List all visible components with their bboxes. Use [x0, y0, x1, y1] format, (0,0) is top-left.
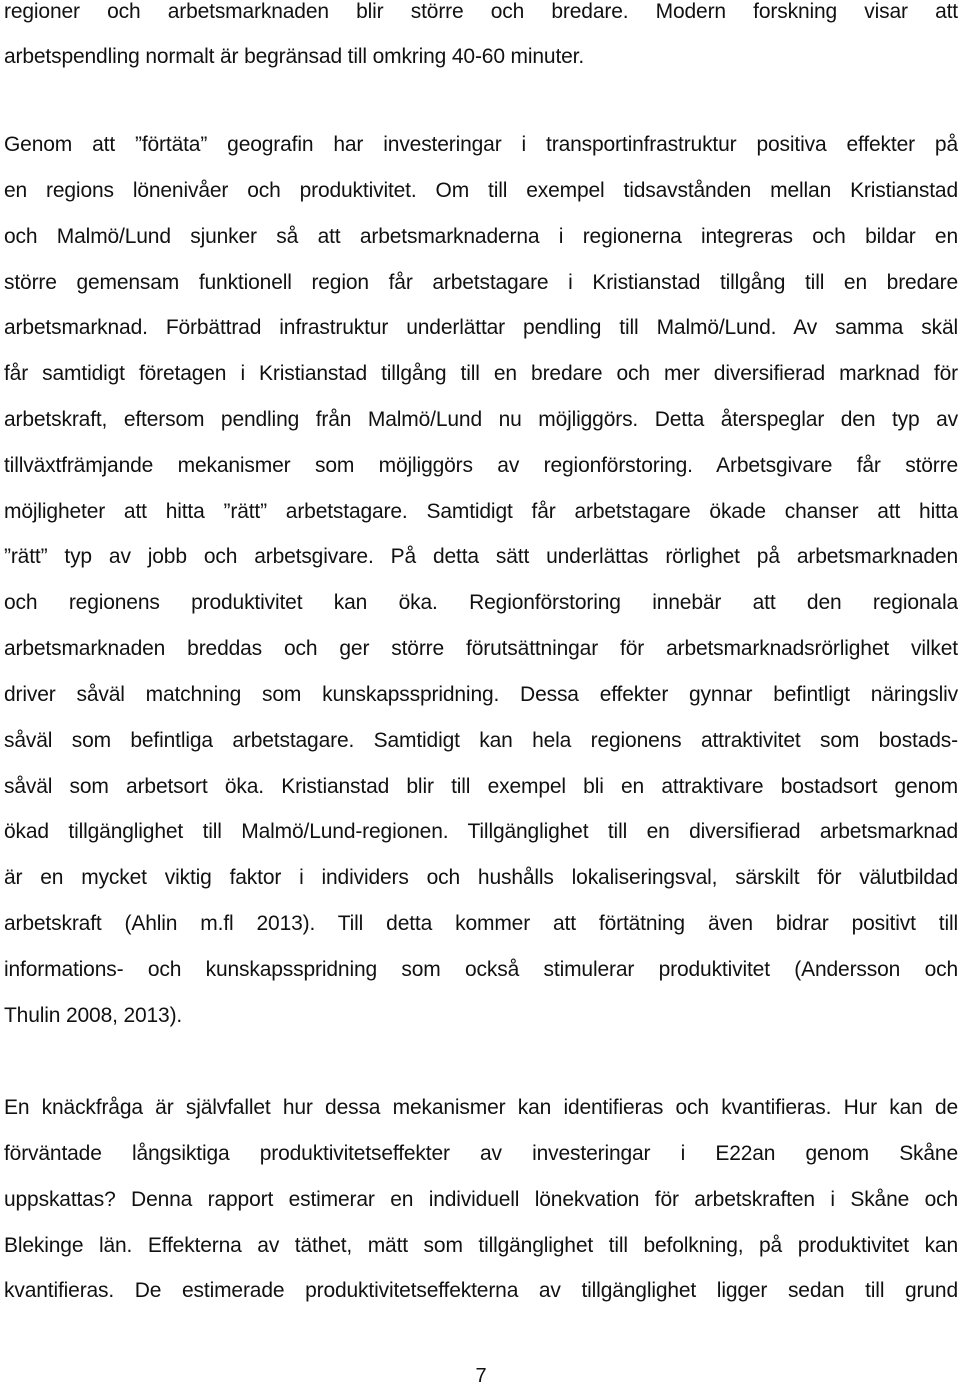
paragraph-2-line-6: får samtidigt företagen i Kristianstad tillgång till en bredare och mer diversifierad marknad för — [4, 362, 958, 385]
paragraph-2-line-8: tillväxtfrämjande mekanismer som möjliggörs av regionförstoring. Arbetsgivare får större — [4, 454, 958, 477]
paragraph-2-line-2: en regions lönenivåer och produktivitet. Om till exempel tidsavstånden mellan Kristianstad — [4, 179, 958, 202]
paragraph-2-line-1: Genom att ”förtäta” geografin har investeringar i transportinfrastruktur positiva effekter på — [4, 133, 958, 156]
paragraph-2-line-17: är en mycket viktig faktor i individers och hushålls lokaliseringsval, särskilt för välutbildad — [4, 866, 958, 889]
paragraph-3-line-1: En knäckfråga är självfallet hur dessa mekanismer kan identifieras och kvantifieras. Hur kan de — [4, 1096, 958, 1119]
paragraph-3-line-4: Blekinge län. Effekterna av täthet, mätt som tillgänglighet till befolkning, på produktivitet kan — [4, 1234, 958, 1257]
paragraph-2-line-14: såväl som befintliga arbetstagare. Samtidigt kan hela regionens attraktivitet som bostads- — [4, 729, 958, 752]
paragraph-2-line-13: driver såväl matchning som kunskapsspridning. Dessa effekter gynnar befintligt näringsliv — [4, 683, 958, 706]
paragraph-2-line-5: arbetsmarknad. Förbättrad infrastruktur underlättar pendling till Malmö/Lund. Av samma skäl — [4, 316, 958, 339]
paragraph-2-line-16: ökad tillgänglighet till Malmö/Lund-regionen. Tillgänglighet till en diversifierad arbetsmarknad — [4, 820, 958, 843]
paragraph-3-line-3: uppskattas? Denna rapport estimerar en individuell lönekvation för arbetskraften i Skåne och — [4, 1188, 958, 1211]
paragraph-2-line-15: såväl som arbetsort öka. Kristianstad blir till exempel bli en attraktivare bostadsort genom — [4, 775, 958, 798]
paragraph-2-line-3: och Malmö/Lund sjunker så att arbetsmarknaderna i regionerna integreras och bildar en — [4, 225, 958, 248]
paragraph-2-line-11: och regionens produktivitet kan öka. Regionförstoring innebär att den regionala — [4, 591, 958, 614]
paragraph-2-line-18: arbetskraft (Ahlin m.fl 2013). Till detta kommer att förtätning även bidrar positivt till — [4, 912, 958, 935]
paragraph-3-line-2: förväntade långsiktiga produktivitetseffekter av investeringar i E22an genom Skåne — [4, 1142, 958, 1165]
paragraph-2-line-12: arbetsmarknaden breddas och ger större förutsättningar för arbetsmarknadsrörlighet vilket — [4, 637, 958, 660]
page-number: 7 — [475, 1365, 487, 1387]
paragraph-2-line-7: arbetskraft, eftersom pendling från Malmö/Lund nu möjliggörs. Detta återspeglar den typ av — [4, 408, 958, 431]
paragraph-2-line-9: möjligheter att hitta ”rätt” arbetstagare. Samtidigt får arbetstagare ökade chanser att hitta — [4, 500, 958, 523]
paragraph-1-line-1: regioner och arbetsmarknaden blir större och bredare. Modern forskning visar att — [4, 0, 958, 23]
paragraph-2-line-4: större gemensam funktionell region får arbetstagare i Kristianstad tillgång till en bredare — [4, 271, 958, 294]
paragraph-2-line-19: informations- och kunskapsspridning som också stimulerar produktivitet (Andersson och — [4, 958, 958, 981]
paragraph-2-line-20: Thulin 2008, 2013). — [4, 1004, 183, 1027]
paragraph-3-line-5: kvantifieras. De estimerade produktivitetseffekterna av tillgänglighet ligger sedan till grund — [4, 1279, 958, 1302]
paragraph-2-line-10: ”rätt” typ av jobb och arbetsgivare. På detta sätt underlättas rörlighet på arbetsmarknaden — [4, 545, 958, 568]
paragraph-1-line-2: arbetspendling normalt är begränsad till omkring 40-60 minuter. — [4, 45, 585, 68]
